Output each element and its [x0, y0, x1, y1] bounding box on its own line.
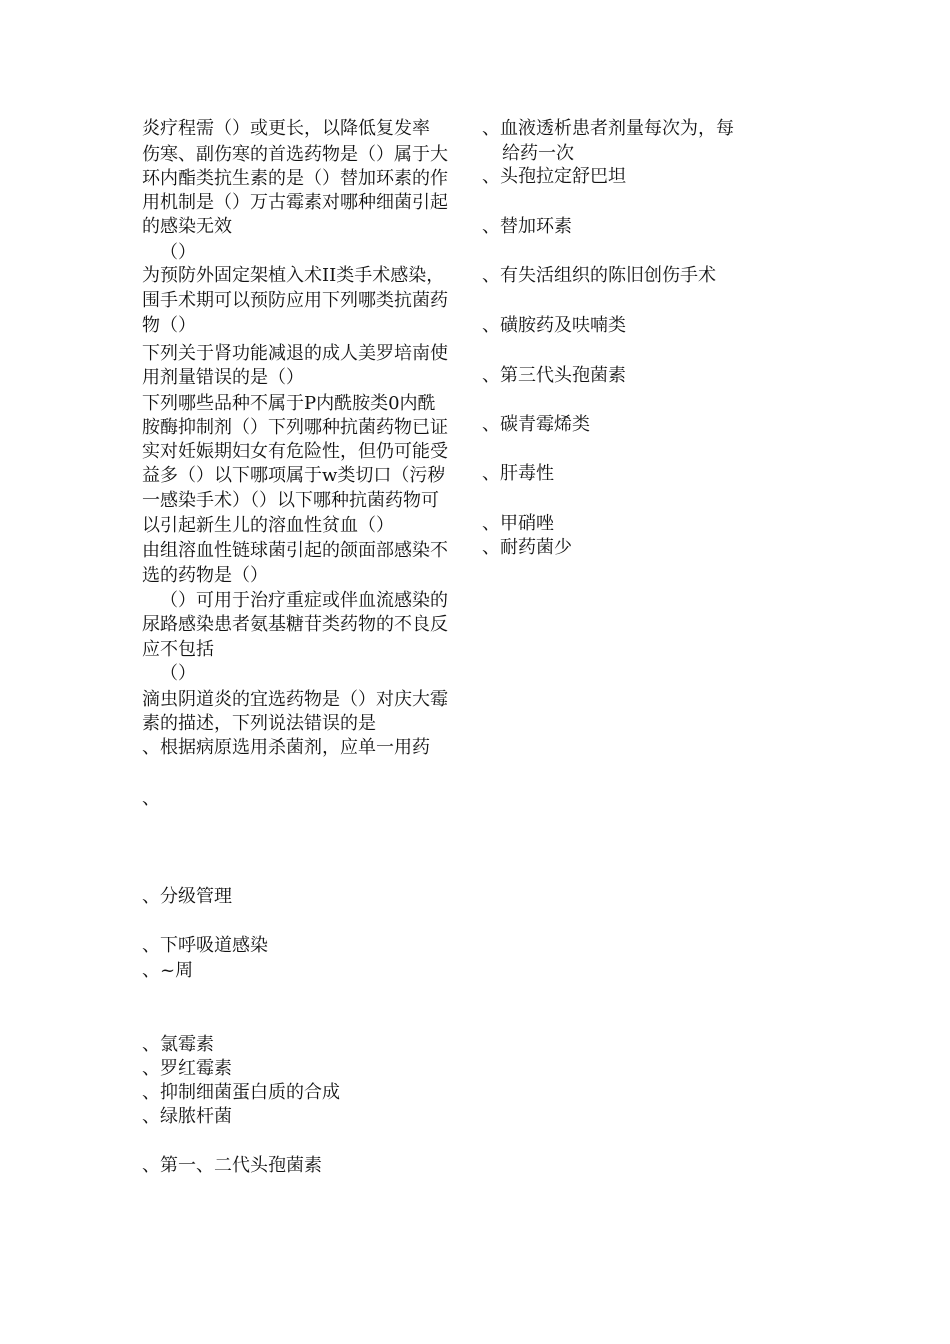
text-line: 由组溶血性链球菌引起的颌面部感染不 [142, 540, 448, 561]
text-line: 、甲硝唑 [482, 513, 554, 534]
text-line: 环内酯类抗生素的是（）替加环素的作 [142, 168, 448, 189]
text-line: 、分级管理 [142, 886, 232, 907]
text-line: 、肝毒性 [482, 463, 554, 484]
text-line: 胺酶抑制剂（）下列哪种抗菌药物已证 [142, 417, 448, 438]
text-line: 为预防外固定架植入术II类手术感染， [142, 265, 445, 286]
text-line: 伤寒、副伤寒的首选药物是（）属于大 [142, 144, 448, 165]
text-line: 的感染无效 [142, 216, 232, 237]
text-line: 、罗红霉素 [142, 1058, 232, 1079]
text-line: 一感染手术）（）以下哪种抗菌药物可 [142, 490, 439, 511]
text-line: 用机制是（）万古霉素对哪种细菌引起 [142, 192, 448, 213]
text-line: 给药一次 [502, 143, 574, 164]
text-line: 、第一、二代头孢菌素 [142, 1155, 322, 1176]
text-line: 下列关于肾功能减退的成人美罗培南使 [142, 343, 448, 364]
text-line: 、碳青霉烯类 [482, 414, 590, 435]
text-line: （） [160, 663, 196, 684]
text-line: （） [160, 242, 196, 263]
text-line: 、耐药菌少 [482, 537, 572, 558]
text-line: 、 [142, 788, 160, 809]
text-line: 、根据病原选用杀菌剂，应单一用药 [142, 737, 430, 758]
text-line: 围手术期可以预防应用下列哪类抗菌药 [142, 290, 448, 311]
text-line: 物（） [142, 315, 196, 336]
text-line: （）可用于治疗重症或伴血流感染的 [160, 590, 448, 611]
text-line: 、抑制细菌蛋白质的合成 [142, 1082, 340, 1103]
text-line: 、~周 [142, 960, 194, 981]
text-line: 尿路感染患者氨基糖苷类药物的不良反 [142, 614, 448, 635]
text-line: 以引起新生儿的溶血性贫血（） [142, 515, 394, 536]
text-line: 应不包括 [142, 639, 214, 660]
text-line: 、绿脓杆菌 [142, 1106, 232, 1127]
text-line: 、磺胺药及呋喃类 [482, 315, 626, 336]
text-line: 、第三代头孢菌素 [482, 365, 626, 386]
text-line: 、头孢拉定舒巴坦 [482, 166, 626, 187]
text-line: 益多（）以下哪项属于w类切口（污秽 [142, 465, 446, 486]
text-line: 炎疗程需（）或更长，以降低复发率 [142, 118, 430, 139]
text-line: 、血液透析患者剂量每次为，每 [482, 118, 734, 139]
text-line: 滴虫阴道炎的宜选药物是（）对庆大霉 [142, 689, 448, 710]
text-line: 实对妊娠期妇女有危险性，但仍可能受 [142, 441, 448, 462]
text-line: 选的药物是（） [142, 565, 268, 586]
text-line: 用剂量错误的是（） [142, 367, 304, 388]
text-line: 、下呼吸道感染 [142, 935, 268, 956]
text-line: 下列哪些品种不属于P内酰胺类0内酰 [142, 393, 436, 414]
text-line: 素的描述，下列说法错误的是 [142, 713, 376, 734]
text-line: 、替加环素 [482, 216, 572, 237]
text-line: 、有失活组织的陈旧创伤手术 [482, 265, 716, 286]
text-line: 、氯霉素 [142, 1034, 214, 1055]
